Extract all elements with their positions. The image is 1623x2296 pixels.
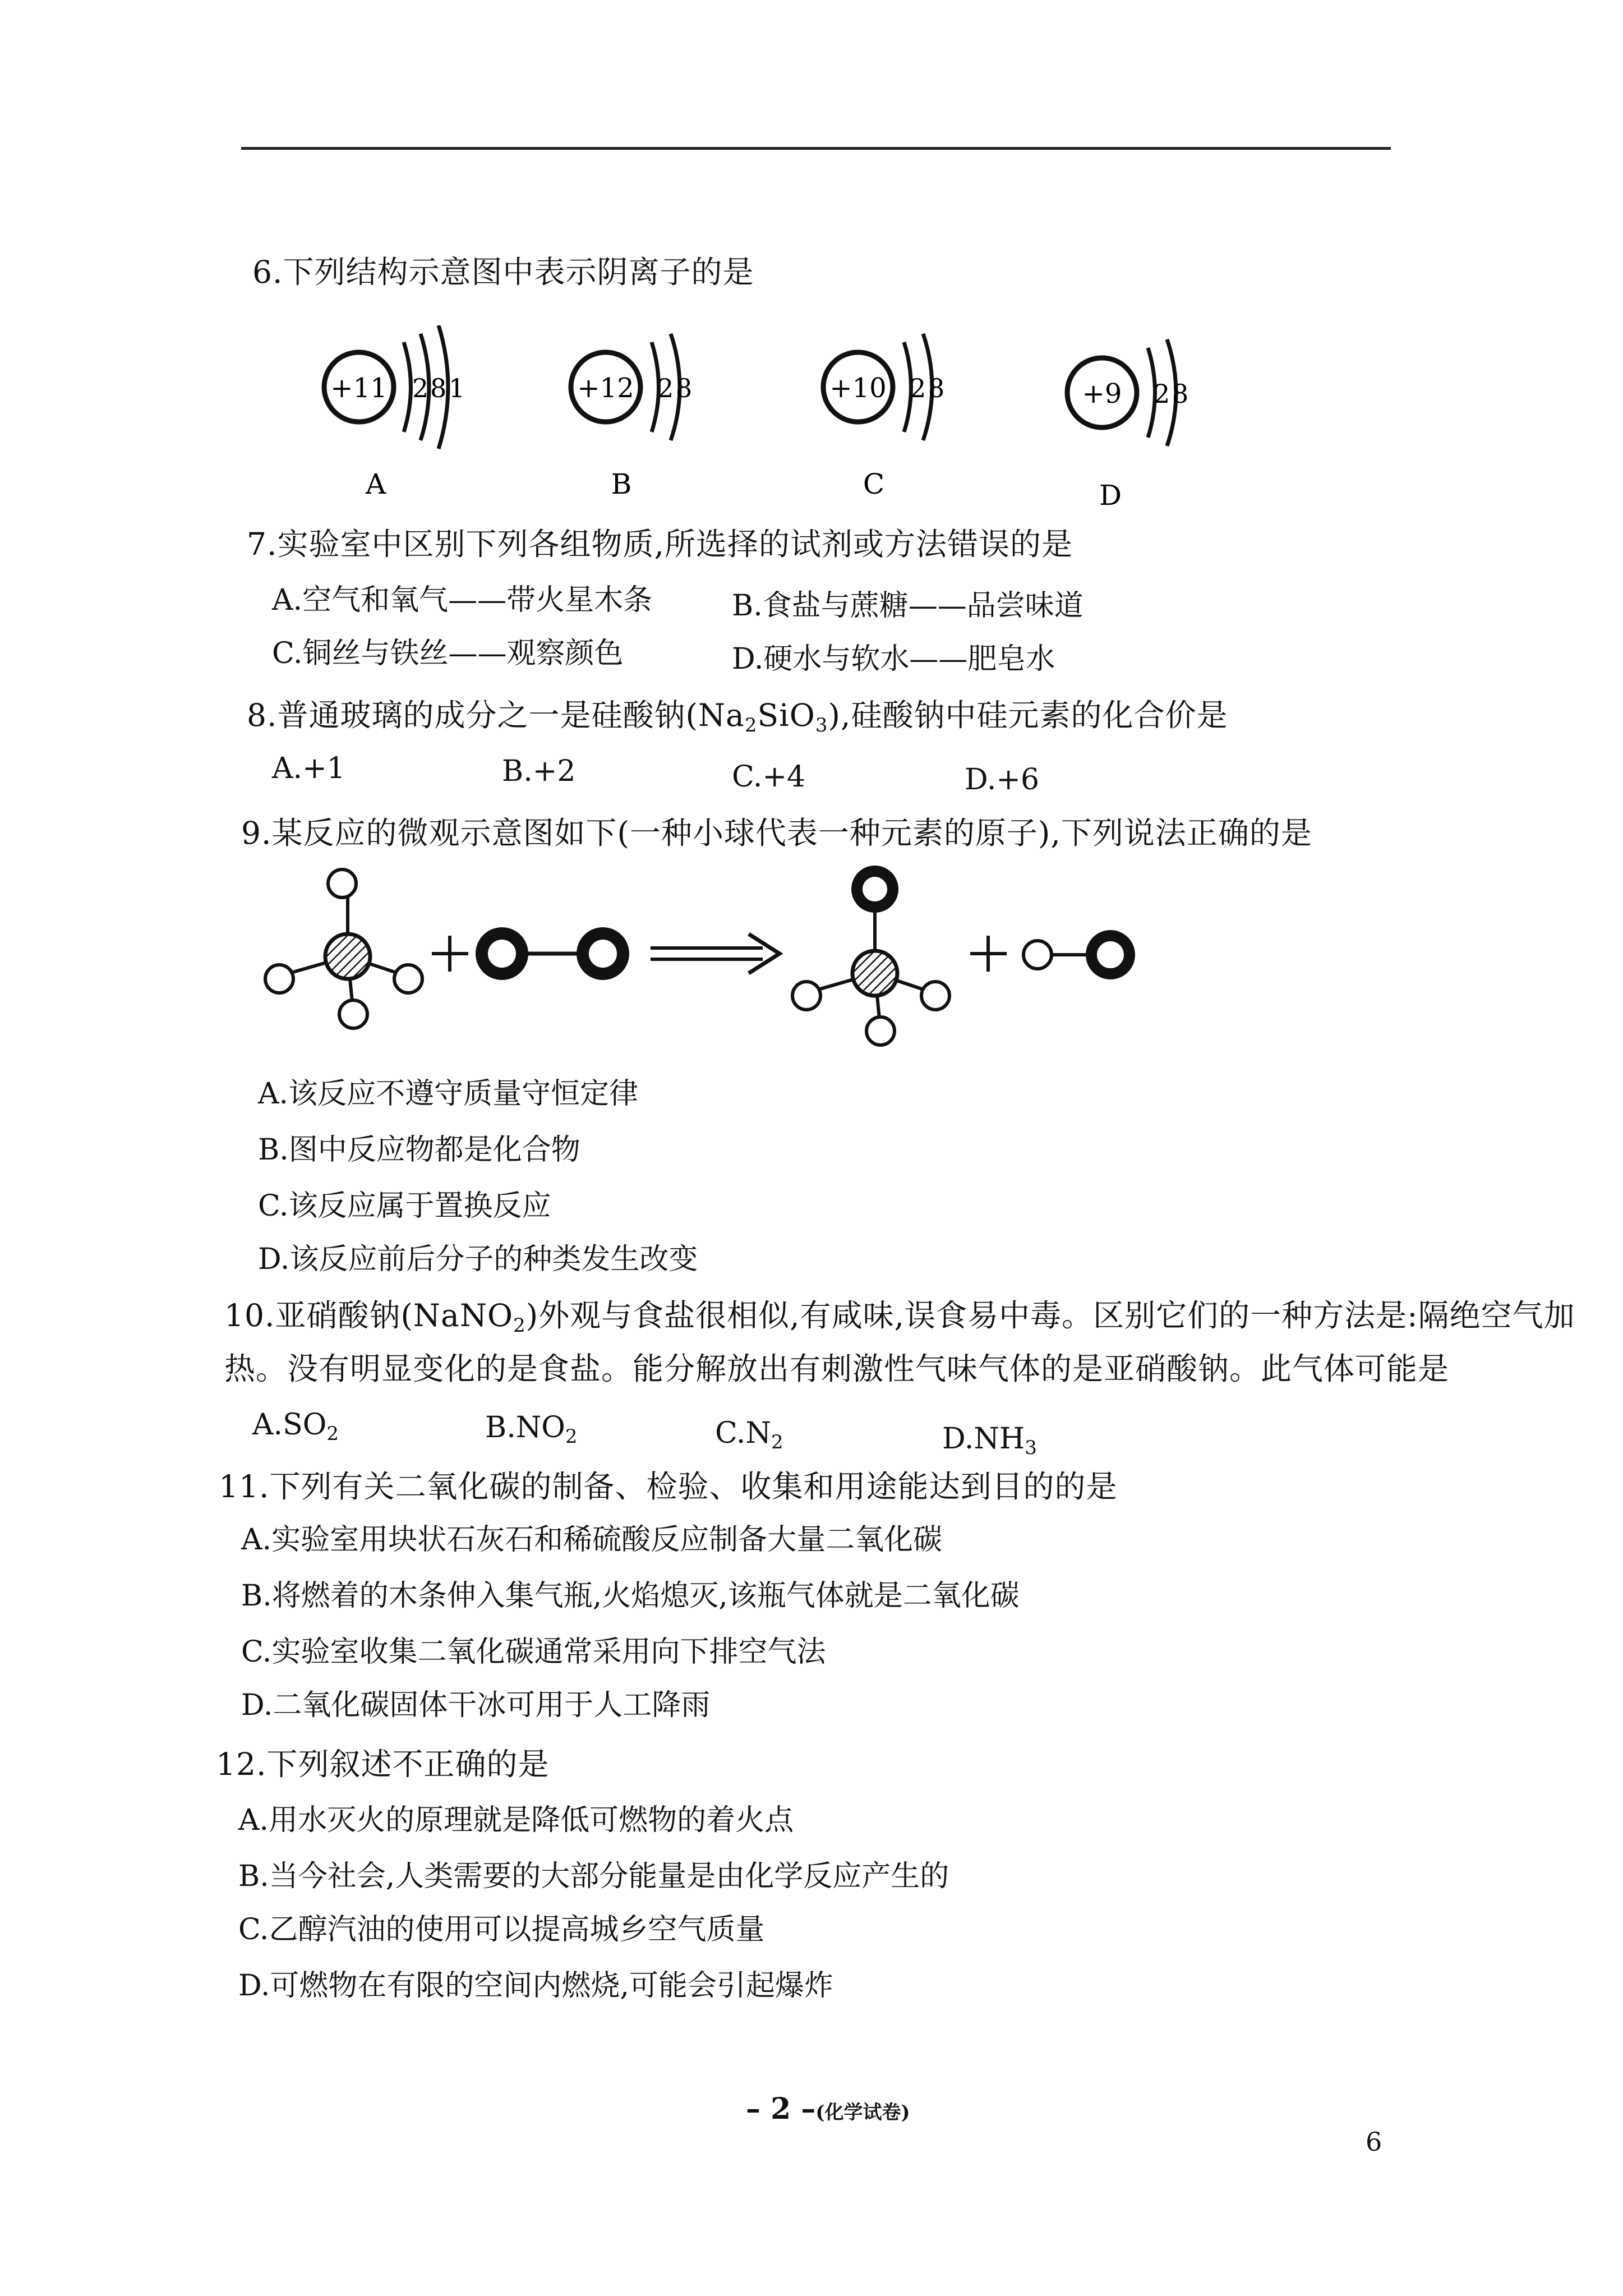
question-10-option-b: $B.NO_2$ (485, 1411, 578, 1448)
question-9-option-d: D.该反应前后分子的种类发生改变 (258, 1243, 698, 1276)
question-12-option-d: D.可燃物在有限的空间内燃烧,可能会引起爆炸 (238, 1969, 833, 2003)
shell-a-1: 2 (412, 373, 429, 403)
question-11-option-a: A.实验室用块状石灰石和稀硫酸反应制备大量二氧化碳 (241, 1523, 943, 1557)
question-7-option-c: C.铜丝与铁丝——观察颜色 (272, 637, 624, 670)
question-10-line-2: 热。没有明显变化的是食盐。能分解放出有刺激性气味气体的是亚硝酸钠。此气体可能是 (224, 1351, 1450, 1387)
question-10-option-d: $D.NH_3$ (942, 1422, 1037, 1459)
question-9-option-c: C.该反应属于置换反应 (258, 1189, 551, 1223)
question-10-line-1: 10.亚硝酸钠(NaNO$_2$)外观与食盐很相似,有咸味,误食易中毒。区别它们的一种方法是:隔绝空气加 (224, 1297, 1575, 1337)
plus-sign-2 (970, 936, 1007, 972)
label-a: A (365, 468, 386, 500)
nucleus-c: +10 (829, 372, 887, 404)
question-10-option-c: $C.N_2$ (715, 1416, 783, 1453)
page-number: 6 (1366, 2127, 1382, 2157)
atom-structure-b (571, 334, 692, 500)
reaction-microscopic-diagram (247, 864, 1200, 1066)
question-12-stem: 12.下列叙述不正确的是 (216, 1746, 550, 1782)
question-7-option-a: A.空气和氧气——带火星木条 (272, 583, 653, 617)
shell-b-1: 2 (657, 373, 674, 403)
atom-structure-diagrams (314, 325, 1211, 522)
question-12-option-a: A.用水灭火的原理就是降低可燃物的着火点 (238, 1803, 794, 1837)
question-9-option-b: B.图中反应物都是化合物 (258, 1133, 580, 1167)
plus-sign-1 (432, 936, 468, 972)
shell-b-2: 8 (676, 373, 693, 403)
question-7-option-b: B.食盐与蔗糖——品尝味道 (732, 589, 1083, 623)
reactant-molecule-2 (482, 933, 623, 974)
question-7-stem: 7.实验室中区别下列各组物质,所选择的试剂或方法错误的是 (247, 526, 1073, 562)
question-12-option-c: C.乙醇汽油的使用可以提高城乡空气质量 (238, 1913, 765, 1947)
shell-c-2: 8 (928, 373, 945, 403)
question-11-option-d: D.二氧化碳固体干冰可用于人工降雨 (241, 1688, 711, 1722)
question-8-option-a: A.+1 (272, 752, 345, 785)
question-8-option-d: D.+6 (965, 763, 1040, 797)
shell-c-1: 2 (910, 373, 926, 403)
shell-d-2: 8 (1172, 379, 1189, 409)
question-6-stem: 6.下列结构示意图中表示阴离子的是 (252, 254, 754, 290)
nucleus-d: +9 (1082, 378, 1122, 409)
product-molecule-1 (792, 871, 949, 1045)
question-11-option-b: B.将燃着的木条伸入集气瓶,火焰熄灭,该瓶气体就是二氧化碳 (241, 1579, 1020, 1613)
shell-d-1: 2 (1154, 379, 1170, 409)
nucleus-b: +12 (577, 372, 634, 404)
shell-a-3: 1 (449, 373, 465, 403)
label-d: D (1099, 479, 1122, 512)
page-footer-mark: – 2 –(化学试卷) (746, 2092, 910, 2126)
atom-structure-d (1067, 339, 1188, 512)
question-12-option-b: B.当今社会,人类需要的大部分能量是由化学反应产生的 (238, 1860, 949, 1893)
shell-a-2: 8 (430, 373, 447, 403)
question-8-stem: 8.普通玻璃的成分之一是硅酸钠$(Na_2SiO_3)$,硅酸钠中硅元素的化合价是 (247, 697, 1228, 737)
question-11-option-c: C.实验室收集二氧化碳通常采用向下排空气法 (241, 1635, 826, 1669)
question-8-option-c: C.+4 (732, 760, 806, 794)
question-11-stem: 11.下列有关二氧化碳的制备、检验、收集和用途能达到目的的是 (219, 1469, 1118, 1504)
label-b: B (611, 468, 632, 500)
question-9-option-a: A.该反应不遵守质量守恒定律 (258, 1077, 639, 1111)
label-c: C (863, 468, 885, 500)
product-molecule-2 (1023, 936, 1129, 974)
nucleus-a: +11 (330, 372, 388, 404)
question-7-option-d: D.硬水与软水——肥皂水 (732, 642, 1055, 676)
reaction-arrow (651, 934, 780, 973)
question-10-option-a: $A.SO_2$ (252, 1408, 339, 1445)
question-8-option-b: B.+2 (502, 754, 576, 788)
header-rule (241, 147, 1391, 150)
atom-structure-c (823, 334, 944, 500)
reactant-molecule-1 (265, 869, 422, 1028)
question-9-stem: 9.某反应的微观示意图如下(一种小球代表一种元素的原子),下列说法正确的是 (241, 815, 1312, 851)
atom-structure-a (324, 325, 465, 500)
